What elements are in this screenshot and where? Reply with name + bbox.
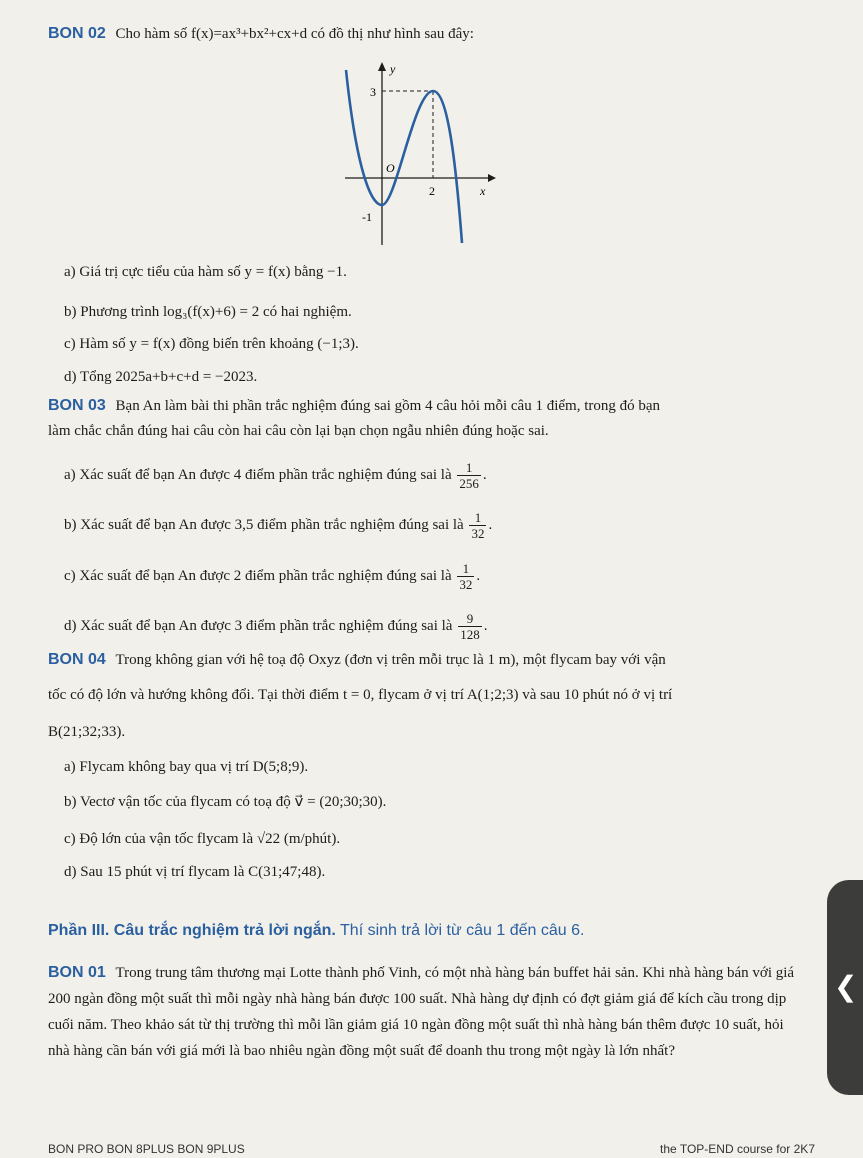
q2-header xyxy=(48,24,474,44)
q4-line1: Trong không gian với hệ toạ độ Oxyz (đơn vị trên mỗi trục là 1 m), một flycam bay với vận xyxy=(115,652,666,668)
q4-label: BON 04 xyxy=(48,651,106,668)
part3-title: Phần III. Câu trắc nghiệm trả lời ngắn. xyxy=(48,922,336,939)
q4-option-d: d) Sau 15 phút vị trí flycam là C(31;47;48). xyxy=(64,864,326,880)
q4-line2: tốc có độ lớn và hướng không đổi. Tại thời điểm t = 0, flycam ở vị trí A(1;2;3) và sau 10 phút nó ở vị trí xyxy=(48,687,673,703)
q2-option-c: c) Hàm số y = f(x) đồng biến trên khoảng (−1;3). xyxy=(64,336,359,352)
q1-paragraph xyxy=(48,960,808,1064)
q3-d-den: 128 xyxy=(460,627,480,642)
part3-subtitle: Thí sinh trả lời từ câu 1 đến câu 6. xyxy=(340,922,585,939)
q3-label: BON 03 xyxy=(48,397,106,414)
q3-option-d: d) Xác suất để bạn An được 3 điểm phần trắc nghiệm đúng sai là $\frac{9}{128}$ . xyxy=(64,611,488,642)
q3-c-text: c) Xác suất để bạn An được 2 điểm phần trắc nghiệm đúng sai là xyxy=(64,567,452,584)
q4-option-c: c) Độ lớn của vận tốc flycam là √22 (m/phút). xyxy=(64,831,341,847)
y-axis-arrow xyxy=(378,62,386,71)
q3-c-num: 1 xyxy=(457,561,474,577)
q3-a-fraction xyxy=(457,460,481,491)
q2-option-a: a) Giá trị cực tiểu của hàm số y = f(x) bằng −1. xyxy=(64,264,347,280)
tick-x-2: 2 xyxy=(429,184,435,198)
q3-b-den: 32 xyxy=(471,526,485,541)
origin-label: O xyxy=(386,161,395,175)
q4-option-b: b) Vectơ vận tốc của flycam có toạ độ v⃗ = (20;30;30). xyxy=(64,794,387,810)
q3-c-den: 32 xyxy=(459,577,473,592)
q3-line2: làm chắc chắn đúng hai câu còn hai câu còn lại bạn chọn ngẫu nhiên đúng hoặc sai. xyxy=(48,423,549,439)
q3-b-fraction xyxy=(469,510,486,541)
q3-header xyxy=(48,396,660,416)
q3-b-num: 1 xyxy=(469,510,486,526)
q3-a-num: 1 xyxy=(457,460,481,476)
chevron-left-icon: ❮ xyxy=(834,970,858,1003)
tick-y-neg1: -1 xyxy=(362,210,372,224)
q3-line1: Bạn An làm bài thi phần trắc nghiệm đúng sai gồm 4 câu hỏi mỗi câu 1 điểm, trong đó bạn xyxy=(115,398,661,414)
q1-text: Trong trung tâm thương mại Lotte thành phố Vinh, có một nhà hàng bán buffet hải sản. Khi nhà hàng bán với giá 200 ngàn đồng một suất thì mỗi ngày nhà hàng bán được 100 suất. Nhà hàng dự định có đợt giảm giá để kích cầu trong dịp cuối năm. Theo khảo sát từ thị trường thì mỗi lần giảm giá 10 ngàn đồng một suất thì nhà hàng bán thêm được 10 suất, hỏi nhà hàng cần bán với giá mới là bao nhiêu ngàn đồng một suất để doanh thu trong một ngày là lớn nhất? xyxy=(48,965,795,1059)
q1-label: BON 01 xyxy=(48,964,106,981)
footer-left: BON PRO BON 8PLUS BON 9PLUS xyxy=(48,1142,245,1156)
q3-d-num: 9 xyxy=(458,611,482,627)
q4-header xyxy=(48,650,666,670)
q2-option-b: b) Phương trình log₃(f(x)+6) = 2 có hai nghiệm. xyxy=(64,304,352,320)
q3-d-fraction xyxy=(458,611,482,642)
q2-option-d: d) Tổng 2025a+b+c+d = −2023. xyxy=(64,369,258,385)
tick-y-3: 3 xyxy=(370,85,376,99)
q4-option-a: a) Flycam không bay qua vị trí D(5;8;9). xyxy=(64,759,309,775)
q2-label: BON 02 xyxy=(48,25,106,42)
q3-a-text: a) Xác suất để bạn An được 4 điểm phần trắc nghiệm đúng sai là xyxy=(64,466,452,483)
x-axis-arrow xyxy=(488,174,496,182)
q3-a-den: 256 xyxy=(459,476,479,491)
q3-option-b: b) Xác suất để bạn An được 3,5 điểm phần trắc nghiệm đúng sai là $\frac{1}{32}$ . xyxy=(64,510,493,541)
q3-option-c: c) Xác suất để bạn An được 2 điểm phần trắc nghiệm đúng sai là $\frac{1}{32}$ . xyxy=(64,561,481,592)
q2-text: Cho hàm số f(x)=ax³+bx²+cx+d có đồ thị như hình sau đây: xyxy=(115,26,474,42)
q3-option-a: a) Xác suất để bạn An được 4 điểm phần trắc nghiệm đúng sai là $\frac{1}{256}$ . xyxy=(64,460,487,491)
x-axis-label: x xyxy=(480,184,486,198)
footer-right: the TOP-END course for 2K7 xyxy=(660,1142,815,1156)
y-axis-label: y xyxy=(390,62,396,76)
q3-c-fraction xyxy=(457,561,474,592)
part3-heading xyxy=(48,922,584,940)
side-collapse-tab[interactable] xyxy=(827,880,863,1095)
q3-d-text: d) Xác suất để bạn An được 3 điểm phần trắc nghiệm đúng sai là xyxy=(64,617,453,634)
cubic-graph xyxy=(330,55,500,250)
q4-line3: B(21;32;33). xyxy=(48,724,126,740)
q3-b-text: b) Xác suất để bạn An được 3,5 điểm phần trắc nghiệm đúng sai là xyxy=(64,516,464,533)
